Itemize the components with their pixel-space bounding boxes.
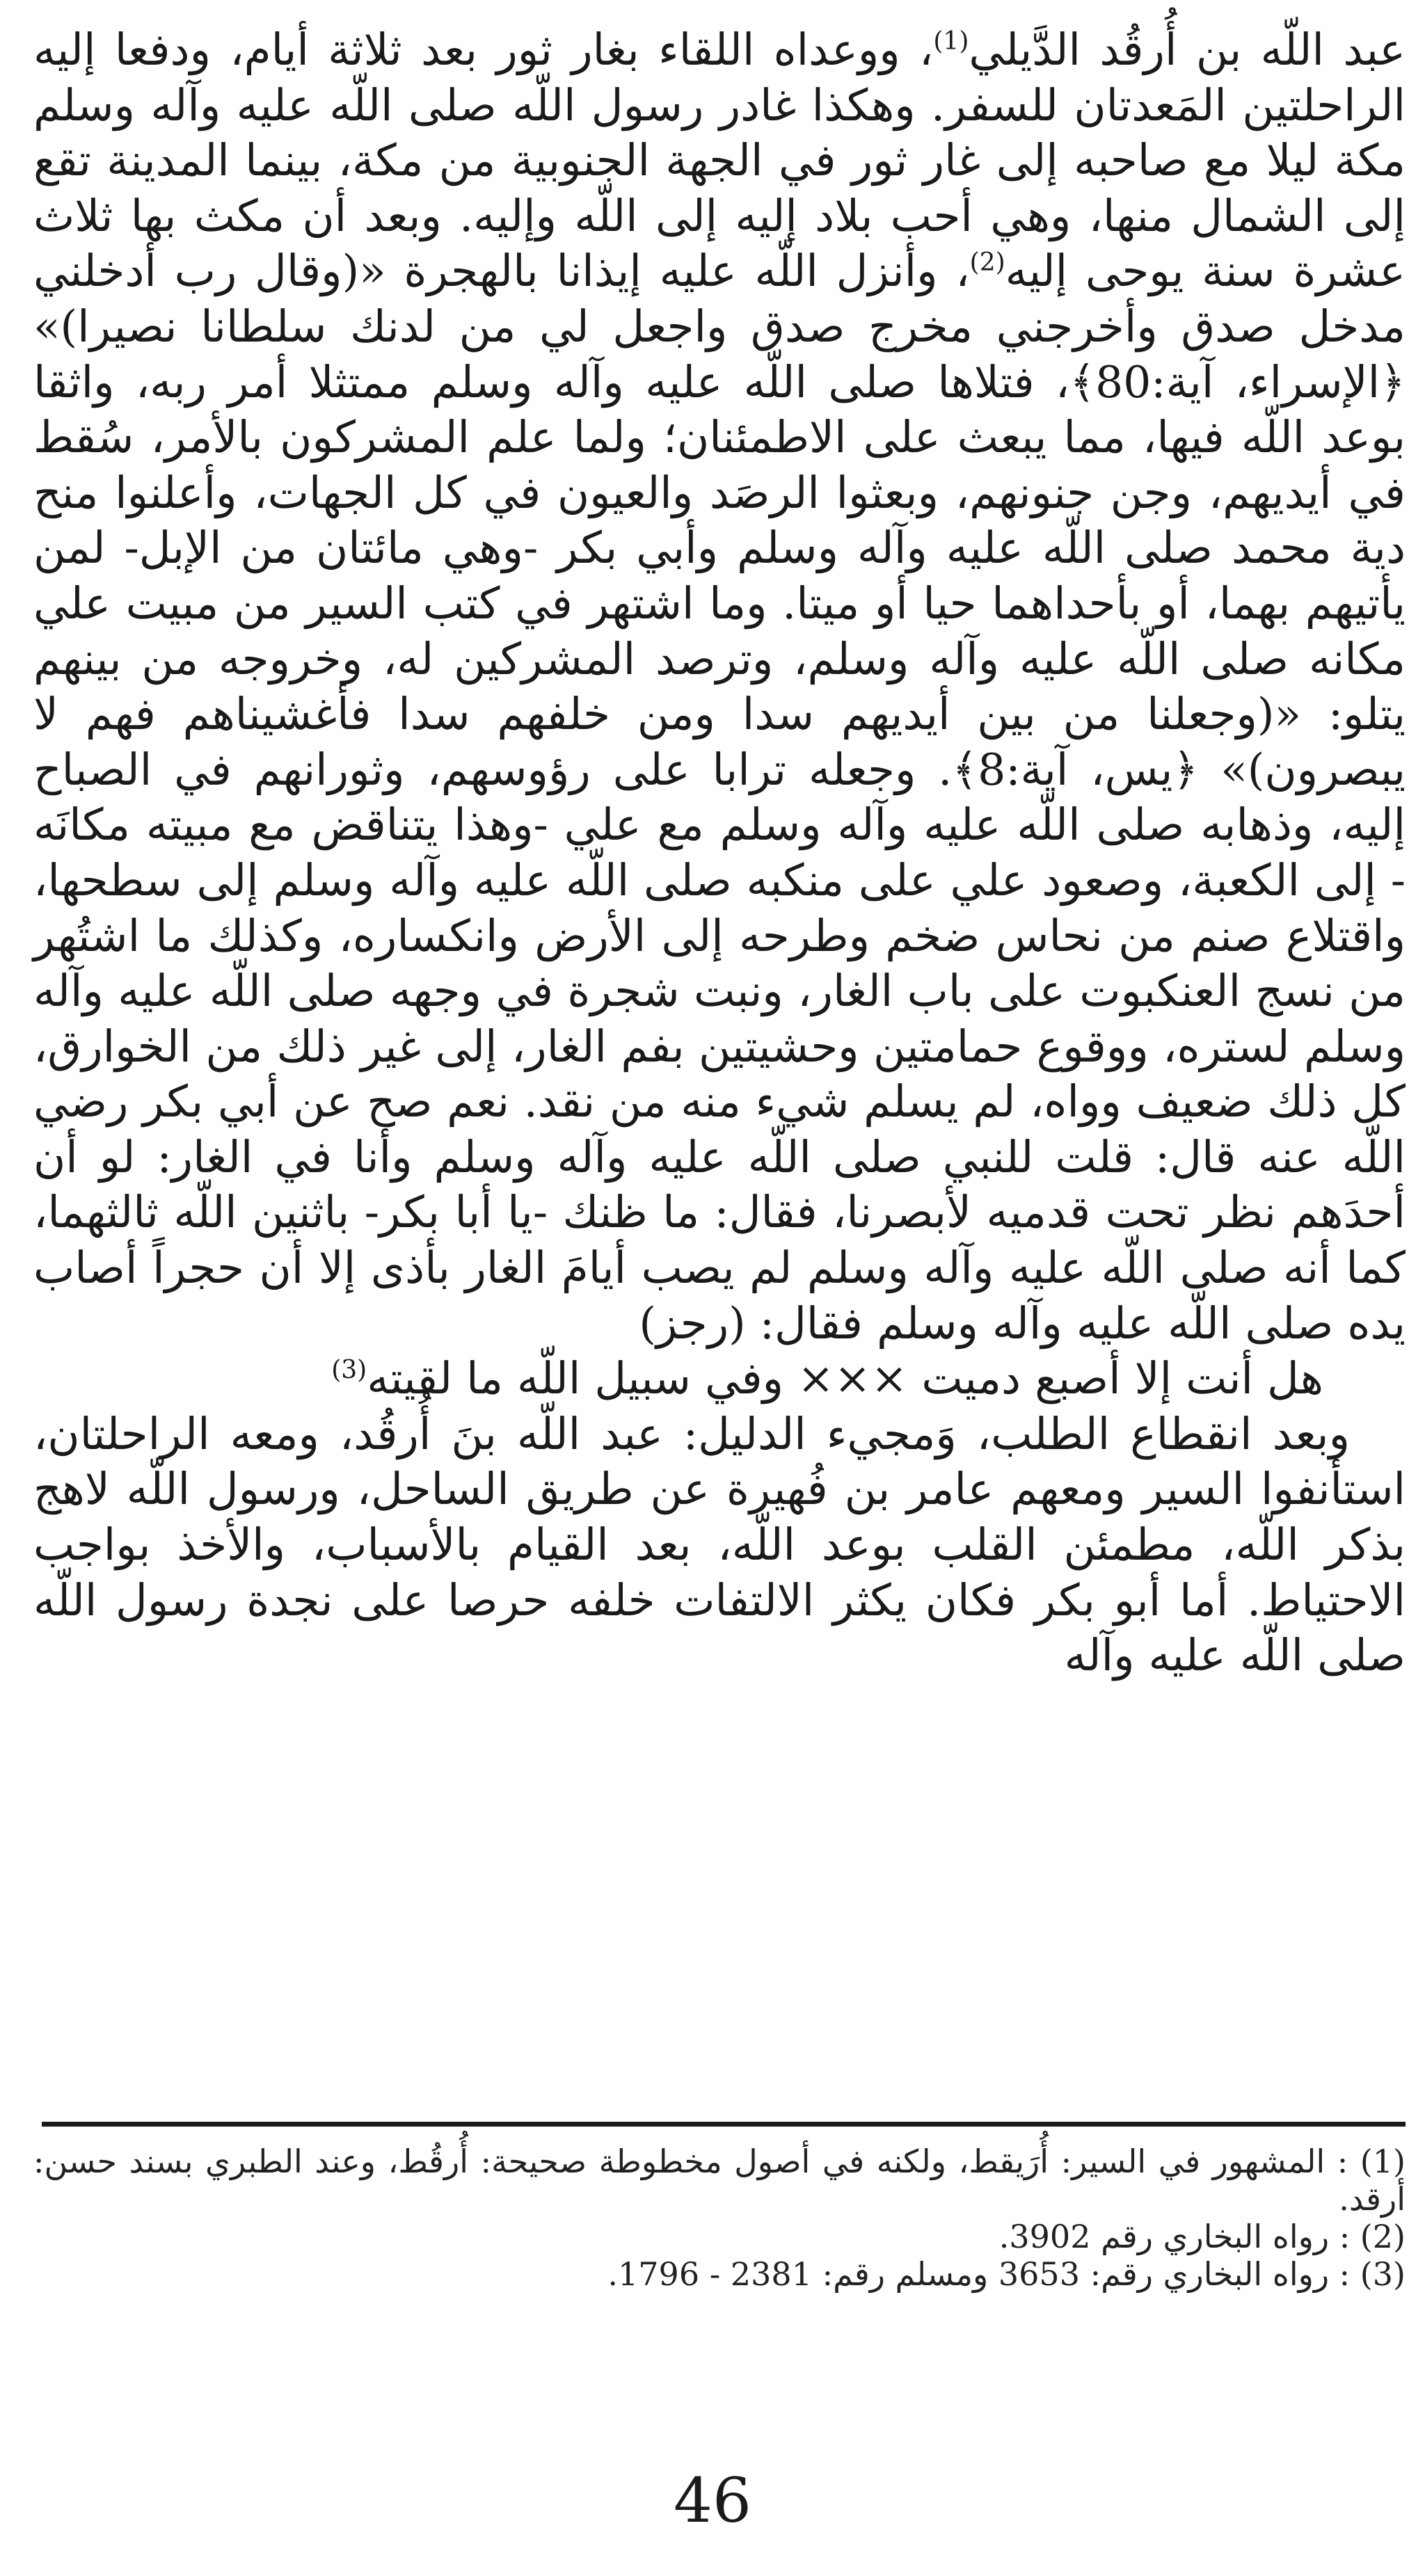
- footnote-2: (2) : رواه البخاري رقم 3902.: [998, 2218, 1406, 2255]
- page-number: 46: [674, 2465, 751, 2536]
- paragraph-1-middle: ، ووعداه اللقاء بغار ثور بعد ثلاثة أيام، ودفعا إليه الراحلتين المَعدتان للسفر. وهكذا غادر رسول اللّه صلى اللّه عليه وآله وسلم مكة ليلا مع صاحبه إلى غار ثور في الجهة الجنوبية من مكة، بينما المدينة تقع إلى الشمال منها، وهي أحب بلاد إليه إلى اللّه وإليه. وبعد أن مكث بها ثلاث عشرة سنة يوحى إليه: [33, 24, 1406, 297]
- footnote-ref-1: (1): [933, 27, 969, 56]
- footnote-ref-2: (2): [969, 248, 1005, 278]
- footnote-ref-3: (3): [331, 1356, 367, 1385]
- poem-text: هل أنت إلا أصبع دميت ××× وفي سبيل اللّه ما لقيته: [367, 1353, 1323, 1405]
- paragraph-1-start: عبد اللّه بن أُرقُد الدَّيلي: [969, 24, 1406, 75]
- footnote-1: (1) : المشهور في السير: أُرَيقط، ولكنه في أصول مخطوطة صحيحة: أُرقُط، وعند الطبري بسند حسن: أرقد.: [33, 2143, 1406, 2218]
- main-text: [33, 22, 1406, 1683]
- footnote-divider: [42, 2122, 1406, 2127]
- paragraph-1-end: ، وأنزل اللّه عليه إيذانا بالهجرة «(وقال رب أدخلني مدخل صدق وأخرجني مخرج صدق واجعل لي من لدنك سلطانا نصيرا)» ﴿الإسراء، آية:80﴾، فتلاها صلى اللّه عليه وآله وسلم ممتثلا أمر ربه، واثقا بوعد اللّه فيها، مما يبعث على الاطمئنان؛ ولما علم المشركون بالأمر، سُقط في أيديهم، وجن جنونهم، وبعثوا الرصَد والعيون في كل الجهات، وأعلنوا منح دية محمد صلى اللّه عليه وآله وسلم وأبي بكر -وهي مائتان من الإبل- لمن يأتيهم بهما، أو بأحداهما حيا أو ميتا. وما اشتهر في كتب السير من مبيت علي مكانه صلى اللّه عليه وآله وسلم، وترصد المشركين له، وخروجه من بينهم يتلو: «(وجعلنا من بين أيديهم سدا ومن خلفهم سدا فأغشيناهم فهم لا يبصرون)» ﴿يس، آية:8﴾. وجعله ترابا على رؤوسهم، وثورانهم في الصباح إليه، وذهابه صلى اللّه عليه وآله وسلم مع علي -وهذا يتناقض مع مبيته مكانَه - إلى الكعبة، وصعود علي على منكبه صلى اللّه عليه وآله وسلم إلى سطحها، واقتلاع صنم من نحاس ضخم وطرحه إلى الأرض وانكساره، وكذلك ما اشتُهر من نسج العنكبوت على باب الغار، ونبت شجرة في وجهه صلى اللّه عليه وآله وسلم لستره، ووقوع حمامتين وحشيتين بفم الغار، إلى غير ذلك من الخوارق، كل ذلك ضعيف وواه، لم يسلم شيء منه من نقد. نعم صح عن أبي بكر رضي اللّه عنه قال: قلت للنبي صلى اللّه عليه وآله وسلم وأنا في الغار: لو أن أحدَهم نظر تحت قدميه لأبصرنا، فقال: ما ظنك -يا أبا بكر- باثنين اللّه ثالثهما، كما أنه صلى اللّه عليه وآله وسلم لم يصب أيامَ الغار بأذى إلا أن حجراً أصاب يده صلى اللّه عليه وآله وسلم فقال: (رجز): [33, 246, 1406, 1349]
- footnote-3: (3) : رواه البخاري رقم: 3653 ومسلم رقم: 2381 - 1796.: [607, 2255, 1406, 2293]
- paragraph-1: [33, 22, 1406, 1351]
- poem-line: [33, 1351, 1406, 1407]
- paragraph-2: وبعد انقطاع الطلب، وَمجيء الدليل: عبد اللّه بنَ أُرقُد، ومعه الراحلتان، استأنفوا السير ومعهم عامر بن فُهيرة عن طريق الساحل، ورسول اللّه لاهج بذكر اللّه، مطمئن القلب بوعد اللّه، بعد القيام بالأسباب، والأخذ بواجب الاحتياط. أما أبو بكر فكان يكثر الالتفات خلفه حرصا على نجدة رسول اللّه صلى اللّه عليه وآله: [33, 1408, 1406, 1681]
- footnotes: [33, 2143, 1406, 2293]
